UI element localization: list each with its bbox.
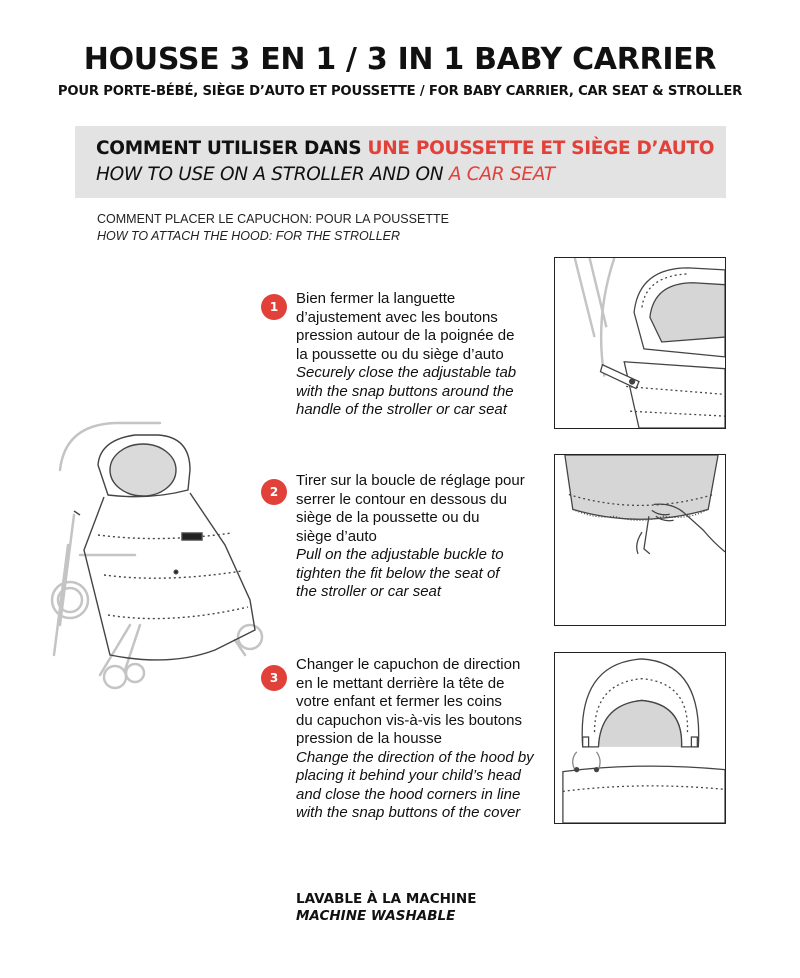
- banner-line-en: [96, 164, 555, 185]
- step-1-text: [296, 290, 544, 420]
- step-2-en-line: tighten the fit below the seat of: [296, 564, 500, 582]
- step-2-fr-line: serrer le contour en dessous du: [296, 490, 507, 508]
- step-3-fr-line: en le mettant derrière la tête de: [296, 674, 505, 692]
- banner-fr-plain: COMMENT UTILISER DANS: [96, 138, 368, 159]
- step-1-fr-line: Bien fermer la languette: [296, 290, 456, 307]
- step-1-badge: 1: [261, 294, 287, 320]
- stroller-handle-snap-illustration: [554, 257, 726, 429]
- step-2-text: [296, 472, 544, 602]
- section-heading-fr: COMMENT PLACER LE CAPUCHON: POUR LA POUSSETTE: [97, 212, 449, 226]
- step-3-en-line: Change the direction of the hood by: [296, 748, 534, 766]
- step-3-text: [296, 656, 544, 823]
- step-1-en-line: Securely close the adjustable tab: [296, 364, 517, 381]
- step-2-fr-line: siège de la poussette ou du: [296, 509, 480, 526]
- step-3-en-line: and close the hood corners in line: [296, 785, 521, 803]
- footer-washable-fr: LAVABLE À LA MACHINE: [296, 891, 477, 907]
- step-2-badge: 2: [261, 479, 287, 505]
- step-1-fr-line: la poussette ou du siège d’auto: [296, 345, 504, 363]
- step-1-en-line: with the snap buttons around the: [296, 382, 514, 400]
- step-1-en-line: handle of the stroller or car seat: [296, 401, 507, 418]
- step-1-fr-line: d’ajustement avec les boutons: [296, 308, 498, 326]
- step-2-en-line: Pull on the adjustable buckle to: [296, 546, 504, 563]
- step-3-fr-line: pression de la housse: [296, 730, 442, 747]
- hood-direction-illustration: [554, 652, 726, 824]
- footer-washable-en: MACHINE WASHABLE: [296, 908, 456, 924]
- section-heading-en: HOW TO ATTACH THE HOOD: FOR THE STROLLER: [97, 229, 401, 243]
- stroller-with-cover-illustration: [40, 415, 290, 690]
- step-3-fr-line: Changer le capuchon de direction: [296, 656, 521, 673]
- step-3-badge: 3: [261, 665, 287, 691]
- adjustable-buckle-illustration: [554, 454, 726, 626]
- banner-line-fr: [96, 138, 714, 159]
- step-2-fr-line: siège d’auto: [296, 527, 377, 545]
- step-3-en-line: placing it behind your child’s head: [296, 767, 521, 784]
- page-subtitle: POUR PORTE-BÉBÉ, SIÈGE D’AUTO ET POUSSETTE / FOR BABY CARRIER, CAR SEAT & STROLLER: [57, 84, 743, 99]
- step-2-fr-line: Tirer sur la boucle de réglage pour: [296, 472, 525, 489]
- step-1-fr-line: pression autour de la poignée de: [296, 327, 515, 344]
- instructions-banner: [75, 126, 726, 198]
- step-3-fr-line: votre enfant et fermer les coins: [296, 693, 502, 710]
- page-title: HOUSSE 3 EN 1 / 3 IN 1 BABY CARRIER: [83, 42, 717, 77]
- banner-fr-accent: UNE POUSSETTE ET SIÈGE D’AUTO: [367, 138, 715, 159]
- step-3-fr-line: du capuchon vis-à-vis les boutons: [296, 711, 522, 729]
- banner-en-accent: A CAR SEAT: [448, 164, 555, 185]
- banner-en-plain: HOW TO USE ON A STROLLER AND ON: [96, 164, 449, 185]
- step-2-en-line: the stroller or car seat: [296, 583, 442, 600]
- step-3-en-line: with the snap buttons of the cover: [296, 804, 521, 821]
